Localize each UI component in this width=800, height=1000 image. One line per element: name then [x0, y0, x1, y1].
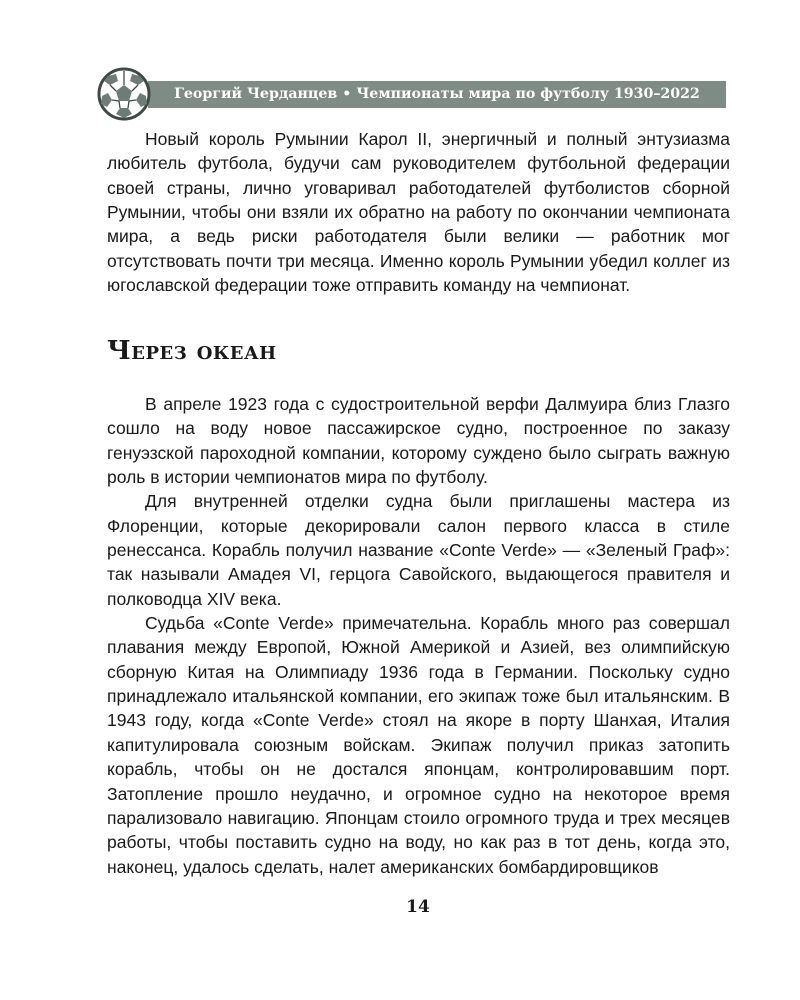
- paragraph: В апреле 1923 года с судостроительной верфи Далмуира близ Глазго сошло на воду новое пассажирское судно, построенное по заказу генуэзской пароходной компании, которому суждено было сыграть важную роль в истории чемпионатов мира по футболу.: [107, 394, 730, 488]
- running-header: [148, 81, 726, 108]
- header-book-title: Чемпионаты мира по футболу 1930–2022: [356, 86, 700, 102]
- running-header-text: [148, 81, 726, 108]
- paragraph: Новый король Румынии Карол II, энергичный и полный энтузиазма любитель футбола, будучи сам руководителем футбольной федерации своей страны, лично уговаривал работодателей футболистов сборной Румынии, чтобы они взяли их обратно на работу по окончании чемпионата мира, а ведь риски работодателя были велики — работник мог отсутствовать почти три месяца. Именно король Румынии убедил коллег из югославской федерации тоже отправить команду на чемпионат.: [107, 129, 730, 296]
- header-author: Георгий Черданцев: [174, 86, 338, 102]
- header-separator: •: [342, 86, 352, 102]
- text-block-main: [107, 392, 730, 879]
- section-heading: Через океан: [107, 336, 277, 366]
- paragraph: Судьба «Conte Verde» примечательна. Корабль много раз совершал плавания между Европой, Южной Америкой и Азией, вез олимпийскую сборную Китая на Олимпиаду 1936 года в Германии. Поскольку судно принадлежало итальянской компании, его экипаж тоже был итальянским. В 1943 году, когда «Conte Verde» стоял на якоре в порту Шанхая, Италия капитулировала союзным войскам. Экипаж получил приказ затопить корабль, чтобы он не достался японцам, контролировавшим порт. Затопление прошло неудачно, и огромное судно на некоторое время парализовало навигацию. Японцам стоило огромного труда и трех месяцев работы, чтобы поставить судно на воду, но как раз в тот день, когда это, наконец, удалось сделать, налет американских бомбардировщиков: [107, 613, 730, 877]
- soccer-ball-icon: [96, 66, 152, 122]
- page-number: 14: [406, 897, 430, 917]
- text-block-intro: [107, 127, 730, 297]
- paragraph: Для внутренней отделки судна были приглашены мастера из Флоренции, которые декорировали салон первого класса в стиле ренессанса. Корабль получил название «Conte Verde» — «Зеленый Граф»: так называли Амадея VI, герцога Савойского, выдающегося правителя и полководца XIV века.: [107, 491, 730, 609]
